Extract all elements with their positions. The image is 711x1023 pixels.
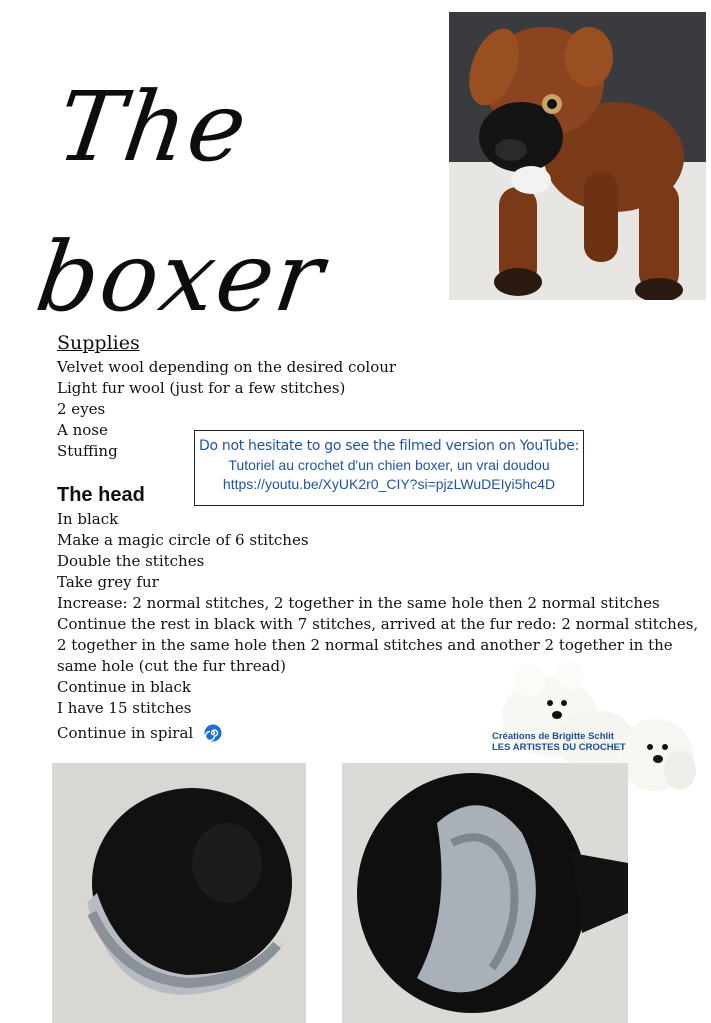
list-item: Make a magic circle of 6 stitches xyxy=(57,531,309,549)
page-title: The boxer xyxy=(29,71,332,333)
head-heading: The head xyxy=(57,484,145,506)
list-item: 2 together in the same hole then 2 normal stitches and another 2 together in the xyxy=(57,636,673,654)
list-item: A nose xyxy=(57,421,108,439)
list-item: Velvet wool depending on the desired colour xyxy=(57,358,397,376)
boxer-photo xyxy=(449,12,706,300)
head-photo-2 xyxy=(342,763,628,1023)
list-item: same hole (cut the fur thread) xyxy=(57,657,286,675)
credit-line-1: Créations de Brigitte Schlit xyxy=(492,731,614,742)
list-item: Light fur wool (just for a few stitches) xyxy=(57,379,346,397)
supplies-heading: Supplies xyxy=(57,332,140,354)
last-step-text: Continue in spiral xyxy=(57,724,194,742)
list-item: Stuffing xyxy=(57,442,118,460)
youtube-note xyxy=(194,430,584,506)
note-link[interactable]: https://youtu.be/XyUK2r0_CIY?si=pjzLWuDEIyi5hc4D xyxy=(222,476,556,492)
list-item: I have 15 stitches xyxy=(57,699,192,717)
note-intro: Do not hesitate to go see the filmed version on YouTube: xyxy=(198,438,580,454)
credit-line-2: LES ARTISTES DU CROCHET xyxy=(492,742,626,753)
list-item: Take grey fur xyxy=(57,573,159,591)
list-item: Continue in black xyxy=(57,678,192,696)
list-item: Increase: 2 normal stitches, 2 together in the same hole then 2 normal stitches xyxy=(57,594,660,612)
list-item: In black xyxy=(57,510,119,528)
head-photo-1 xyxy=(52,763,306,1023)
spiral-icon xyxy=(204,724,222,748)
note-video-title: Tutoriel au crochet d'un chien boxer, un vrai doudou xyxy=(228,457,550,473)
list-item: Continue the rest in black with 7 stitches, arrived at the fur redo: 2 normal stitches, xyxy=(57,615,699,633)
list-item: Double the stitches xyxy=(57,552,205,570)
credit xyxy=(492,731,626,753)
list-item: 2 eyes xyxy=(57,400,106,418)
